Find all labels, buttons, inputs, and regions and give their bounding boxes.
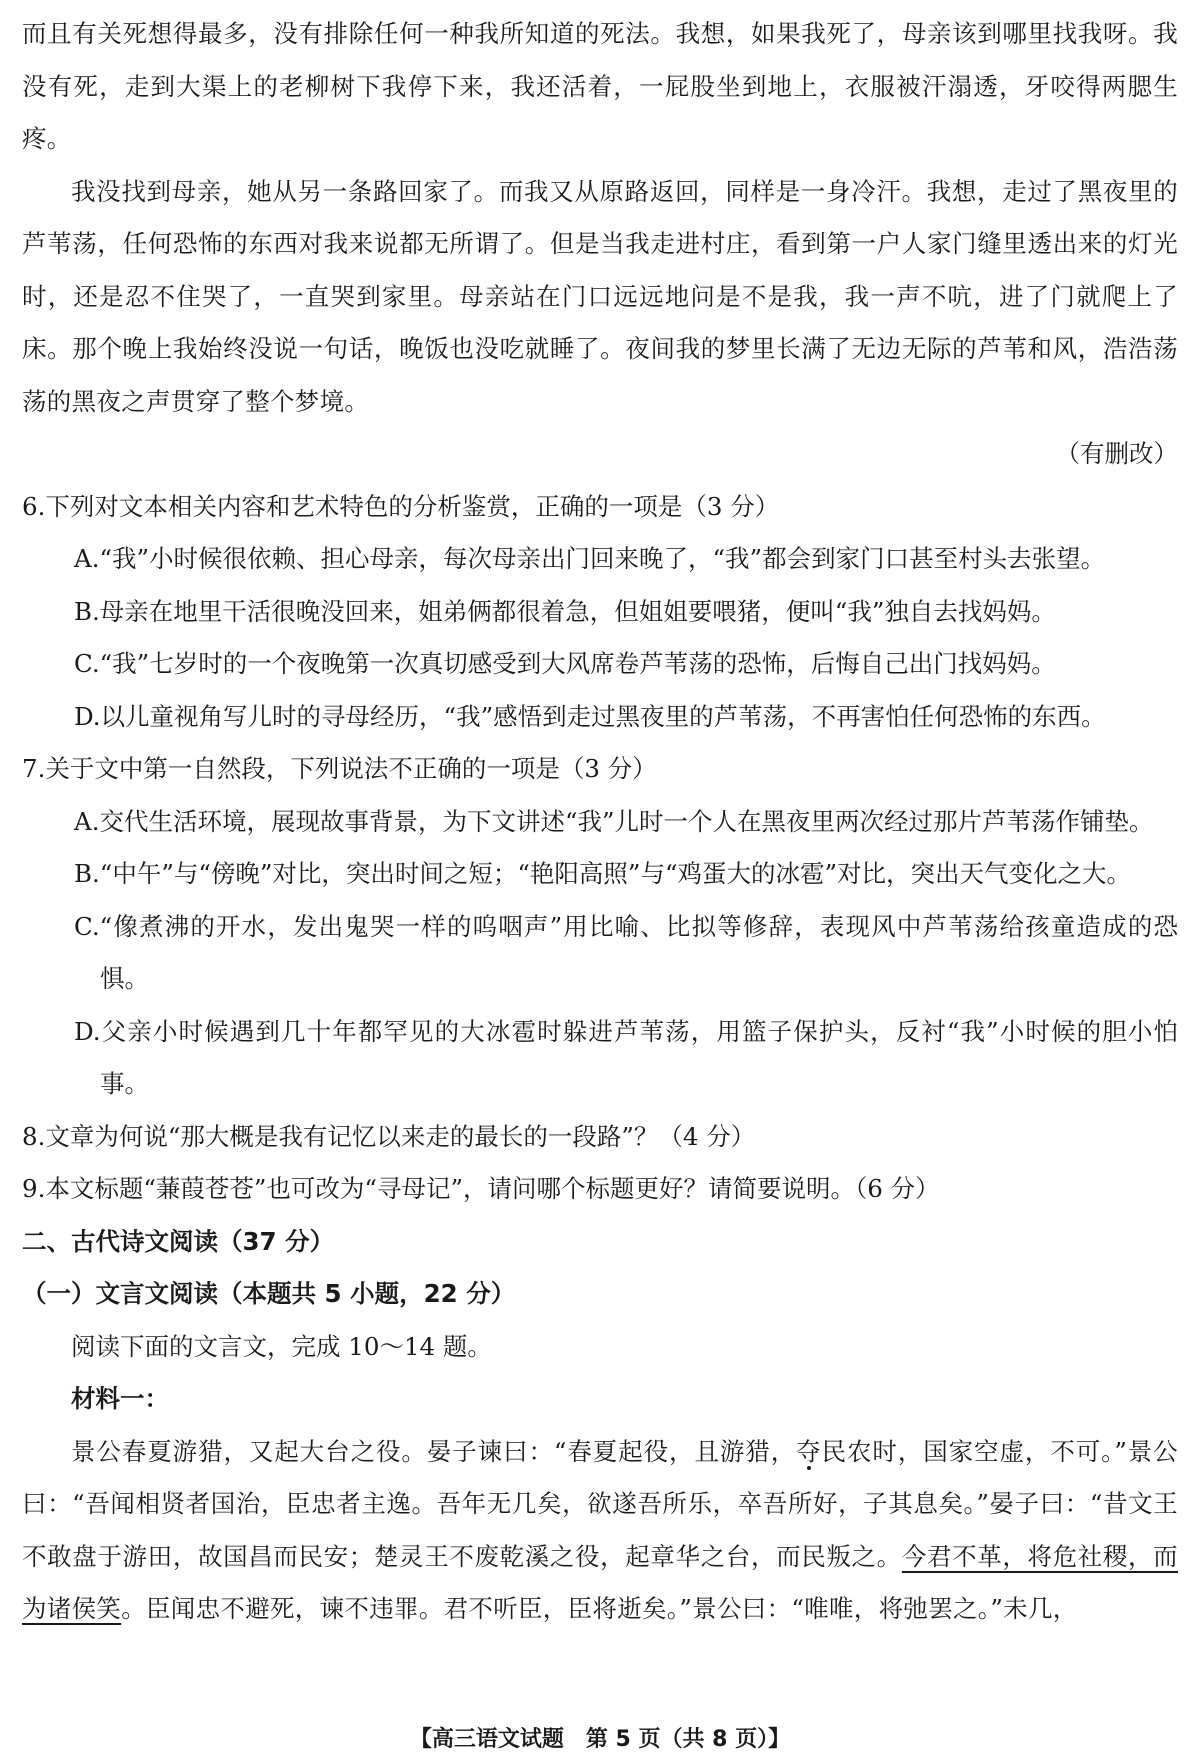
question-7-option-b: B.“中午”与“傍晚”对比，突出时间之短；“艳阳高照”与“鸡蛋大的冰雹”对比，突出天气变化之大。	[74, 859, 1131, 888]
page-footer: 【高三语文试题 第 5 页（共 8 页）】	[409, 1727, 791, 1752]
classical-text-paragraph	[22, 1426, 1178, 1636]
question-6-option-b: B.母亲在地里干活很晚没回来，姐弟俩都很着急，但姐姐要喂猪，便叫“我”独自去找妈妈。	[74, 596, 1056, 626]
passage-paragraph: 我没找到母亲，她从另一条路回家了。而我又从原路返回，同样是一身冷汗。我想，走过了黑夜里的芦苇荡，任何恐怖的东西对我来说都无所谓了。但是当我走进村庄，看到第一户人家门缝里透出来的灯光时，还是忍不住哭了，一直哭到家里。母亲站在门口远远地问是不是我，我一声不吭，进了门就爬上了床。那个晚上我始终没说一句话，晚饭也没吃就睡了。夜间我的梦里长满了无边无际的芦苇和风，浩浩荡荡的黑夜之声贯穿了整个梦境。	[22, 176, 1178, 416]
question-6-option-d: D.以儿童视角写儿时的寻母经历，“我”感悟到走过黑夜里的芦苇荡，不再害怕任何恐怖的东西。	[74, 701, 1106, 731]
section-heading: 二、古代诗文阅读（37 分）	[22, 1226, 335, 1256]
classical-text-segment: 景公春夏游猎，又起大台之役。晏子谏曰：“春夏起役，且游猎，	[71, 1436, 797, 1466]
emphasis-dotted-character: 夺	[796, 1436, 822, 1466]
question-6-option-a: A.“我”小时候很依赖、担心母亲，每次母亲出门回来晚了，“我”都会到家门口甚至村头去张望。	[74, 544, 1106, 573]
passage-paragraph: 而且有关死想得最多，没有排除任何一种我所知道的死法。我想，如果我死了，母亲该到哪里找我呀。我没有死，走到大渠上的老柳树下我停下来，我还活着，一屁股坐到地上，衣服被汗溻透，牙咬得两腮生疼。	[22, 19, 1178, 153]
subsection-heading: （一）文言文阅读（本题共 5 小题，22 分）	[22, 1279, 516, 1308]
question-7-stem: 7.关于文中第一自然段，下列说法不正确的一项是（3 分）	[22, 754, 657, 783]
question-7-option-a: A.交代生活环境，展现故事背景，为下文讲述“我”儿时一个人在黑夜里两次经过那片芦苇荡作铺垫。	[74, 806, 1154, 836]
question-7-option-c: C.“像煮沸的开水，发出鬼哭一样的呜咽声”用比喻、比拟等修辞，表现风中芦苇荡给孩童造成的恐惧。	[74, 911, 1178, 993]
classical-text-segment: 民农时，国家空虚，不可。”景公曰：“吾闻相贤者国治，臣忠者主逸。吾年无几矣，欲遂吾所乐，卒吾所好，子其息矣。”晏子曰：“昔文王不敢盘于游田，故国昌而民安；楚灵王不废乾溪之役，起章华之台，而民叛之。	[22, 1436, 1178, 1571]
exam-page	[22, 8, 1178, 1636]
classical-text-segment: 。臣闻忠不避死，谏不违罪。君不听臣，臣将逝矣。”景公曰：“唯唯，将弛罢之。”未几，	[121, 1594, 1078, 1623]
question-6-stem: 6.下列对文本相关内容和艺术特色的分析鉴赏，正确的一项是（3 分）	[22, 491, 780, 521]
underlined-translation-sentence: 今君不革，将危社稷，而为诸侯笑	[22, 1541, 1178, 1623]
question-7-option-d: D.父亲小时候遇到几十年都罕见的大冰雹时躲进芦苇荡，用篮子保护头，反衬“我”小时候的胆小怕事。	[74, 1016, 1178, 1098]
question-9: 9.本文标题“蒹葭苍苍”也可改为“寻母记”，请问哪个标题更好？请简要说明。（6 分）	[22, 1174, 940, 1203]
passage-source-note: （有删改）	[1055, 439, 1178, 468]
material-label: 材料一：	[71, 1384, 169, 1413]
question-8: 8.文章为何说“那大概是我有记忆以来走的最长的一段路”？（4 分）	[22, 1121, 756, 1151]
reading-instruction: 阅读下面的文言文，完成 10～14 题。	[71, 1331, 492, 1361]
question-6-option-c: C.“我”七岁时的一个夜晚第一次真切感受到大风席卷芦苇荡的恐怖，后悔自己出门找妈妈。	[74, 649, 1056, 678]
